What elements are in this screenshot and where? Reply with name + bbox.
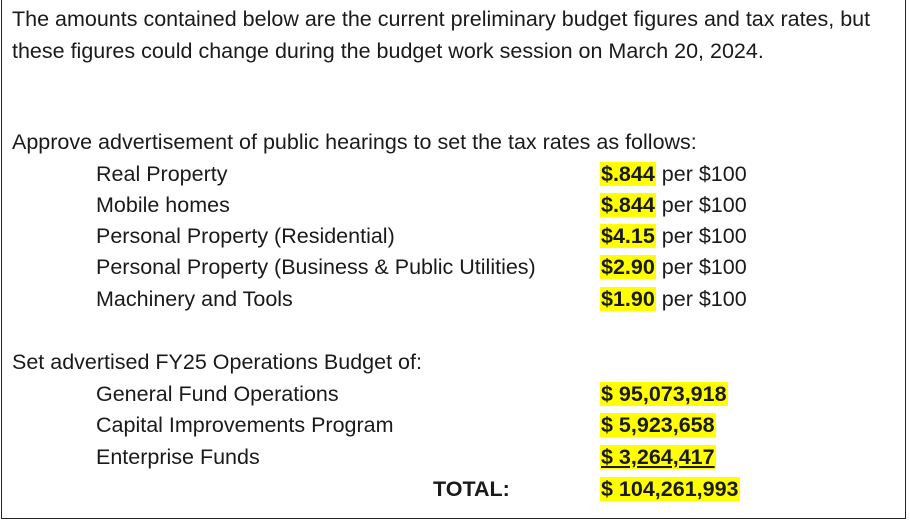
tax-label-machinery-tools: Machinery and Tools xyxy=(96,287,293,311)
rate-value: $.844 xyxy=(601,193,655,217)
tax-label-mobile-homes: Mobile homes xyxy=(96,193,230,217)
budget-heading: Set advertised FY25 Operations Budget of: xyxy=(12,350,422,374)
budget-label-enterprise-funds: Enterprise Funds xyxy=(96,445,260,469)
amount-value: $ 95,073,918 xyxy=(601,382,727,406)
total-amount xyxy=(600,475,740,503)
tax-rate-personal-business xyxy=(600,253,747,281)
amount-value: $ 3,264,417 xyxy=(601,445,715,469)
tax-label-real-property: Real Property xyxy=(96,162,228,186)
tax-rate-machinery-tools xyxy=(600,285,747,313)
rate-unit: per $100 xyxy=(655,224,747,248)
tax-rate-mobile-homes xyxy=(600,191,747,219)
budget-amount-general-fund xyxy=(600,380,728,408)
budget-label-capital-improvements: Capital Improvements Program xyxy=(96,413,394,437)
rate-unit: per $100 xyxy=(655,162,747,186)
tax-rate-real-property xyxy=(600,160,747,188)
total-label: TOTAL: xyxy=(433,477,510,501)
tax-label-personal-business: Personal Property (Business & Public Utilities) xyxy=(96,255,536,279)
total-value: $ 104,261,993 xyxy=(601,477,739,501)
rate-unit: per $100 xyxy=(655,287,747,311)
rate-unit: per $100 xyxy=(655,255,747,279)
tax-label-personal-residential: Personal Property (Residential) xyxy=(96,224,395,248)
rate-value: $.844 xyxy=(601,162,655,186)
intro-paragraph: The amounts contained below are the current preliminary budget figures and tax rates, but these figures could change during the budget work session on March 20, 2024. xyxy=(12,7,871,63)
budget-amount-enterprise-funds xyxy=(600,443,716,471)
budget-amount-capital-improvements xyxy=(600,411,716,439)
rate-value: $4.15 xyxy=(601,224,655,248)
approve-heading: Approve advertisement of public hearings to set the tax rates as follows: xyxy=(12,130,697,154)
tax-rate-personal-residential xyxy=(600,222,747,250)
amount-value: $ 5,923,658 xyxy=(601,413,715,437)
rate-value: $1.90 xyxy=(601,287,655,311)
rate-unit: per $100 xyxy=(655,193,747,217)
budget-label-general-fund: General Fund Operations xyxy=(96,382,339,406)
rate-value: $2.90 xyxy=(601,255,655,279)
